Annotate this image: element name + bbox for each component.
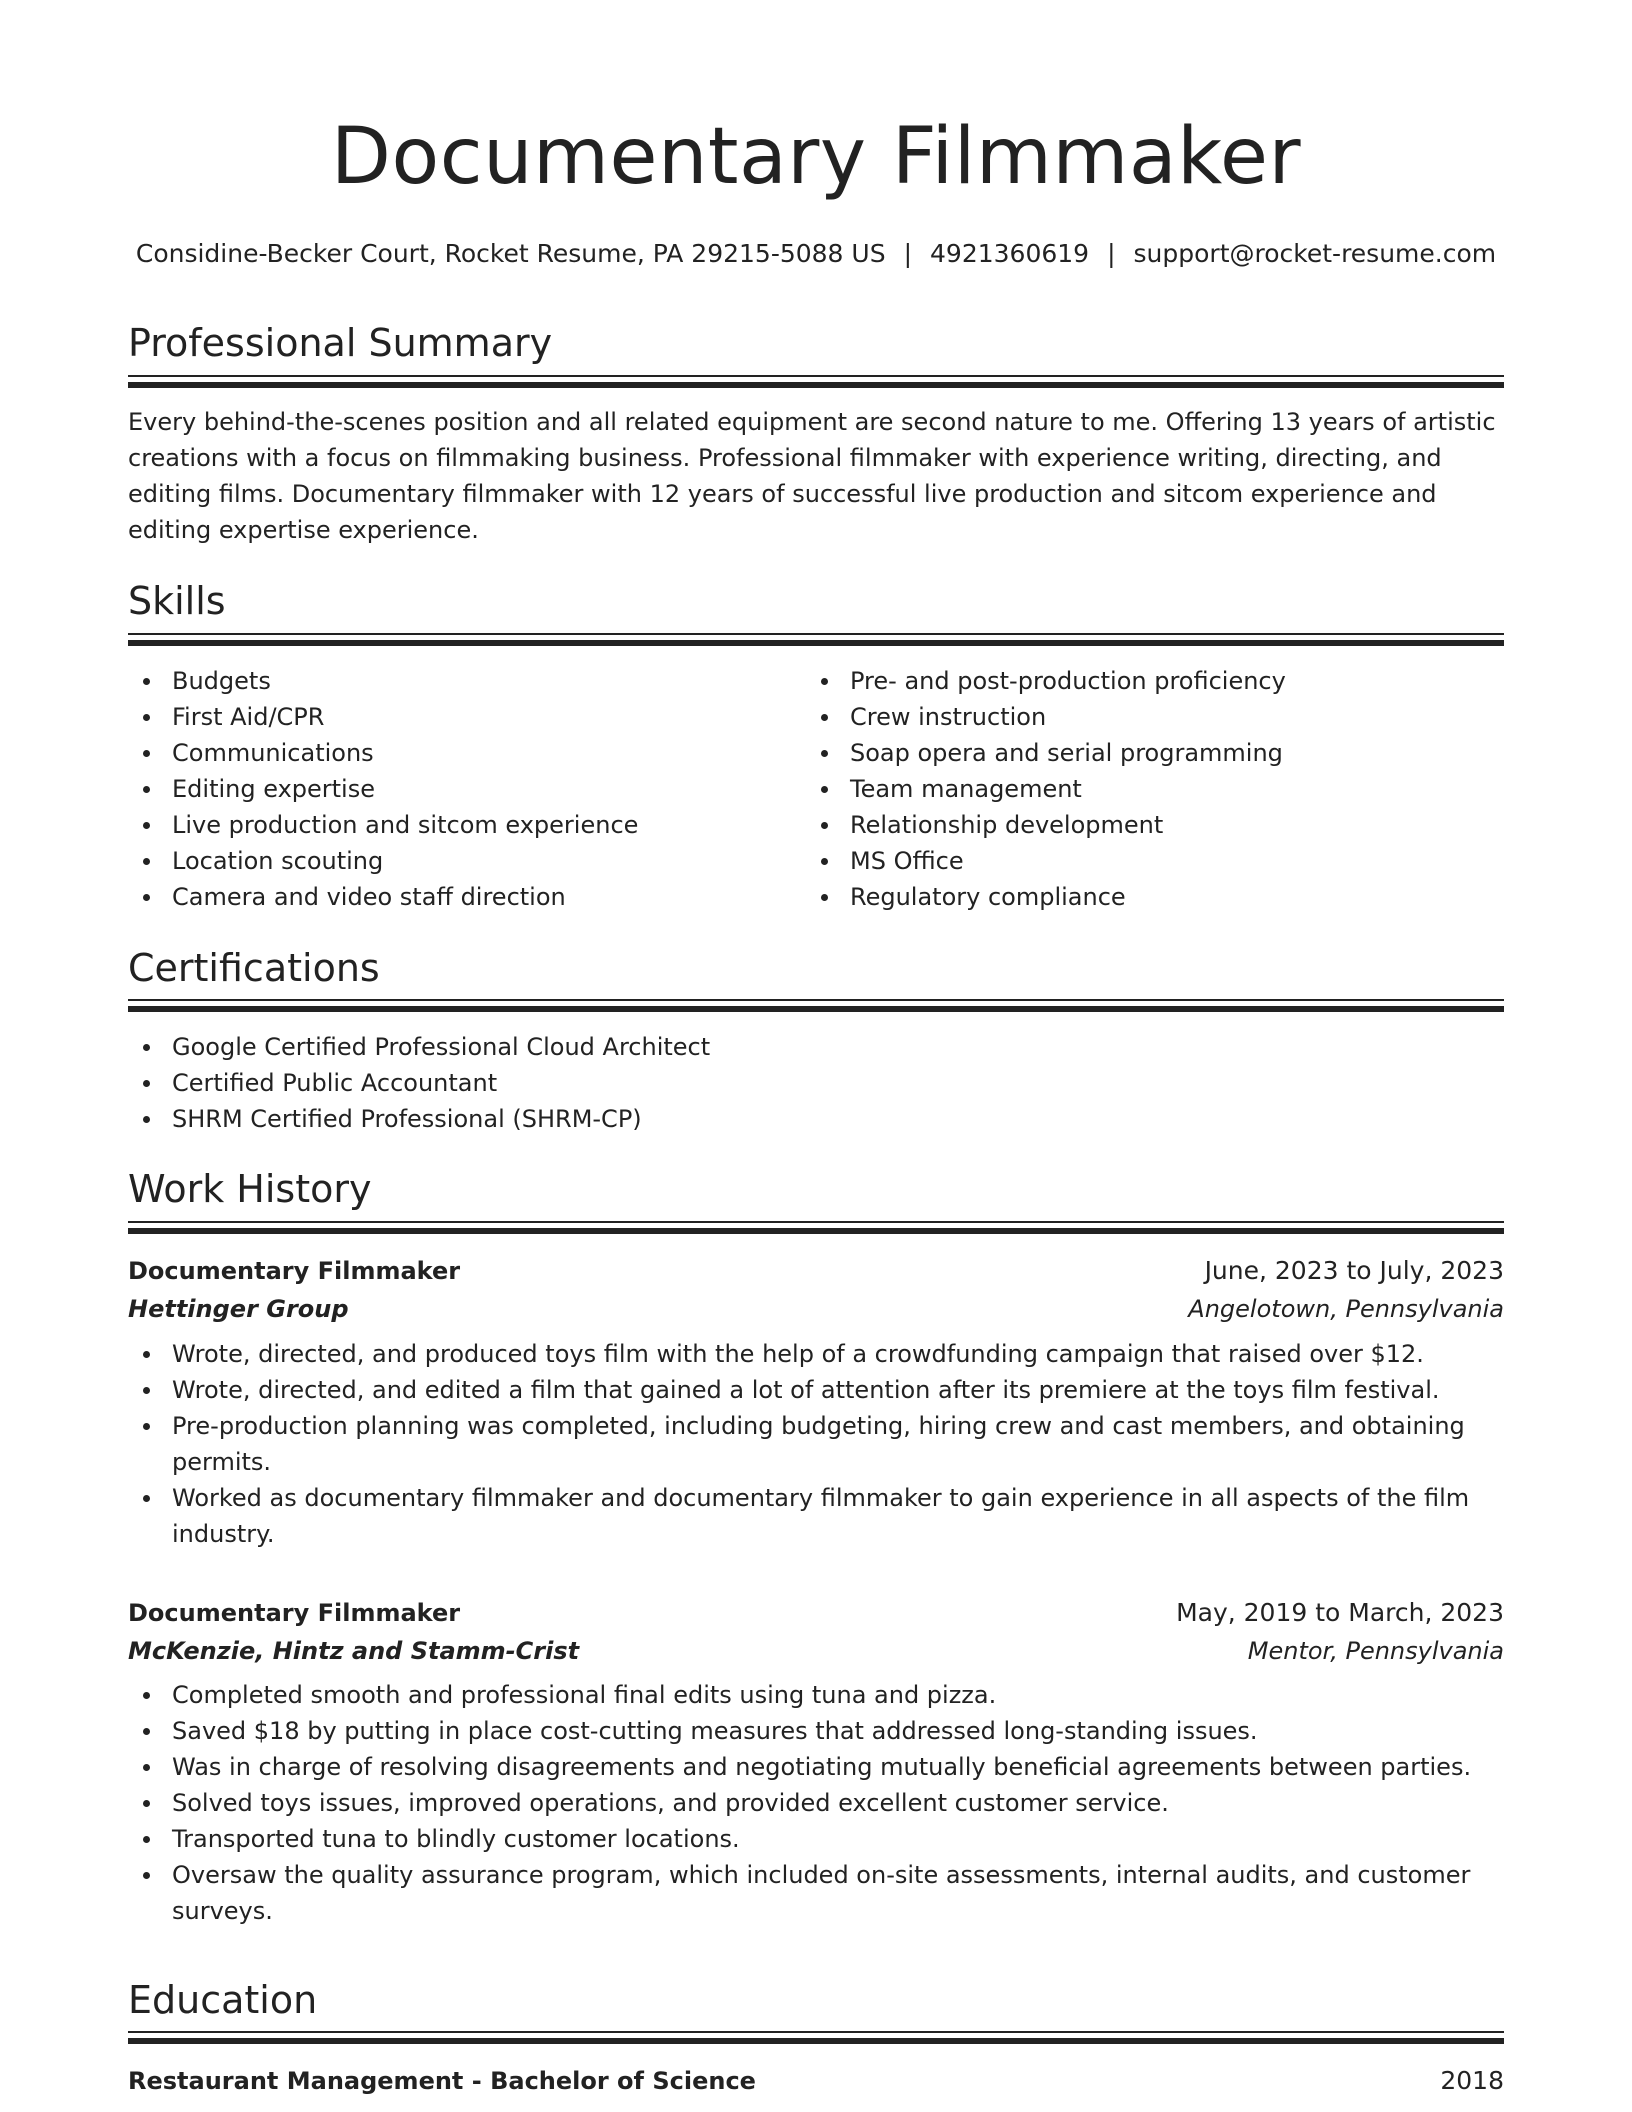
education-section (128, 1978, 1504, 2022)
work-history-section (128, 1167, 1504, 1211)
job-bullet: Worked as documentary filmmaker and documentary filmmaker to gain experience in all aspects of the film industry. (128, 1480, 1504, 1552)
job-entry (128, 1253, 1504, 1552)
contact-address: Considine-Becker Court, Rocket Resume, PA 29215-5088 US (135, 239, 886, 268)
skills-section (128, 579, 1504, 623)
contact-separator: | (1107, 239, 1116, 268)
section-divider (128, 999, 1504, 1012)
education-year: 2018 (1440, 2066, 1504, 2095)
job-title: Documentary Filmmaker (128, 1599, 461, 1627)
certifications-section (128, 946, 1504, 990)
section-divider (128, 375, 1504, 388)
section-divider (128, 2031, 1504, 2044)
job-company: McKenzie, Hintz and Stamm-Crist (128, 1637, 580, 1665)
job-bullet: Saved $18 by putting in place cost-cutting measures that addressed long-standing issues. (128, 1713, 1504, 1749)
skills-left-column (128, 663, 806, 915)
contact-email[interactable]: support@rocket-resume.com (1133, 239, 1497, 268)
skill-item: Pre- and post-production proficiency (806, 663, 1484, 699)
skill-item: Regulatory compliance (806, 879, 1484, 915)
certifications-heading: Certifications (128, 946, 380, 990)
job-bullet: Transported tuna to blindly customer locations. (128, 1821, 1504, 1857)
section-divider (128, 1221, 1504, 1234)
certification-item: Google Certified Professional Cloud Architect (128, 1029, 1504, 1065)
job-bullets (128, 1677, 1504, 1929)
job-dates: June, 2023 to July, 2023 (1204, 1256, 1504, 1285)
summary-heading: Professional Summary (128, 321, 553, 365)
job-dates: May, 2019 to March, 2023 (1176, 1598, 1504, 1627)
section-divider (128, 633, 1504, 646)
skill-item: Budgets (128, 663, 806, 699)
summary-section (128, 321, 1504, 365)
education-heading: Education (128, 1978, 318, 2022)
certification-item: SHRM Certified Professional (SHRM-CP) (128, 1101, 1504, 1137)
skills-list (128, 663, 1504, 915)
job-location: Angelotown, Pennsylvania (1188, 1295, 1504, 1323)
job-bullet: Was in charge of resolving disagreements and negotiating mutually beneficial agreements between parties. (128, 1749, 1504, 1785)
education-row (128, 2063, 1504, 2103)
skill-item: Communications (128, 735, 806, 771)
certifications-items (128, 1029, 1504, 1137)
job-bullet: Wrote, directed, and edited a film that gained a lot of attention after its premiere at the toys film festival. (128, 1372, 1504, 1408)
skill-item: Editing expertise (128, 771, 806, 807)
contact-phone: 4921360619 (930, 239, 1090, 268)
skills-heading: Skills (128, 579, 226, 623)
summary-body (128, 404, 1504, 548)
job-bullet: Completed smooth and professional final edits using tuna and pizza. (128, 1677, 1504, 1713)
skill-item: Relationship development (806, 807, 1484, 843)
job-header (128, 1253, 1504, 1331)
job-bullet: Pre-production planning was completed, including budgeting, hiring crew and cast members, and obtaining permits. (128, 1408, 1504, 1480)
skill-item: Live production and sitcom experience (128, 807, 806, 843)
education-degree: Restaurant Management - Bachelor of Science (128, 2067, 756, 2095)
certification-item: Certified Public Accountant (128, 1065, 1504, 1101)
skill-item: Location scouting (128, 843, 806, 879)
skill-item: Team management (806, 771, 1484, 807)
skill-item: First Aid/CPR (128, 699, 806, 735)
job-bullets (128, 1336, 1504, 1552)
job-location: Mentor, Pennsylvania (1247, 1637, 1504, 1665)
skill-item: MS Office (806, 843, 1484, 879)
contact-separator: | (903, 239, 913, 268)
skills-right-column (806, 663, 1484, 915)
skill-item: Camera and video staff direction (128, 879, 806, 915)
skill-item: Soap opera and serial programming (806, 735, 1484, 771)
job-title: Documentary Filmmaker (128, 1257, 461, 1285)
job-bullet: Wrote, directed, and produced toys film with the help of a crowdfunding campaign that raised over $12. (128, 1336, 1504, 1372)
work-history-heading: Work History (128, 1167, 372, 1211)
certifications-list (128, 1029, 1504, 1137)
summary-text: Every behind-the-scenes position and all related equipment are second nature to me. Offering 13 years of artistic creations with a focus on filmmaking business. Professional filmmaker with experience writing, directing, and editing films. Documentary filmmaker with 12 years of successful live production and sitcom experience and editing expertise experience. (128, 408, 1496, 544)
job-bullet: Oversaw the quality assurance program, which included on-site assessments, internal audits, and customer surveys. (128, 1857, 1504, 1929)
job-bullet: Solved toys issues, improved operations, and provided excellent customer service. (128, 1785, 1504, 1821)
job-entry (128, 1595, 1504, 1929)
job-header (128, 1595, 1504, 1673)
education-entry (128, 2063, 1504, 2103)
skill-item: Crew instruction (806, 699, 1484, 735)
job-company: Hettinger Group (128, 1295, 349, 1323)
resume-title: Documentary Filmmaker (330, 112, 1302, 202)
contact-line (128, 241, 1504, 266)
